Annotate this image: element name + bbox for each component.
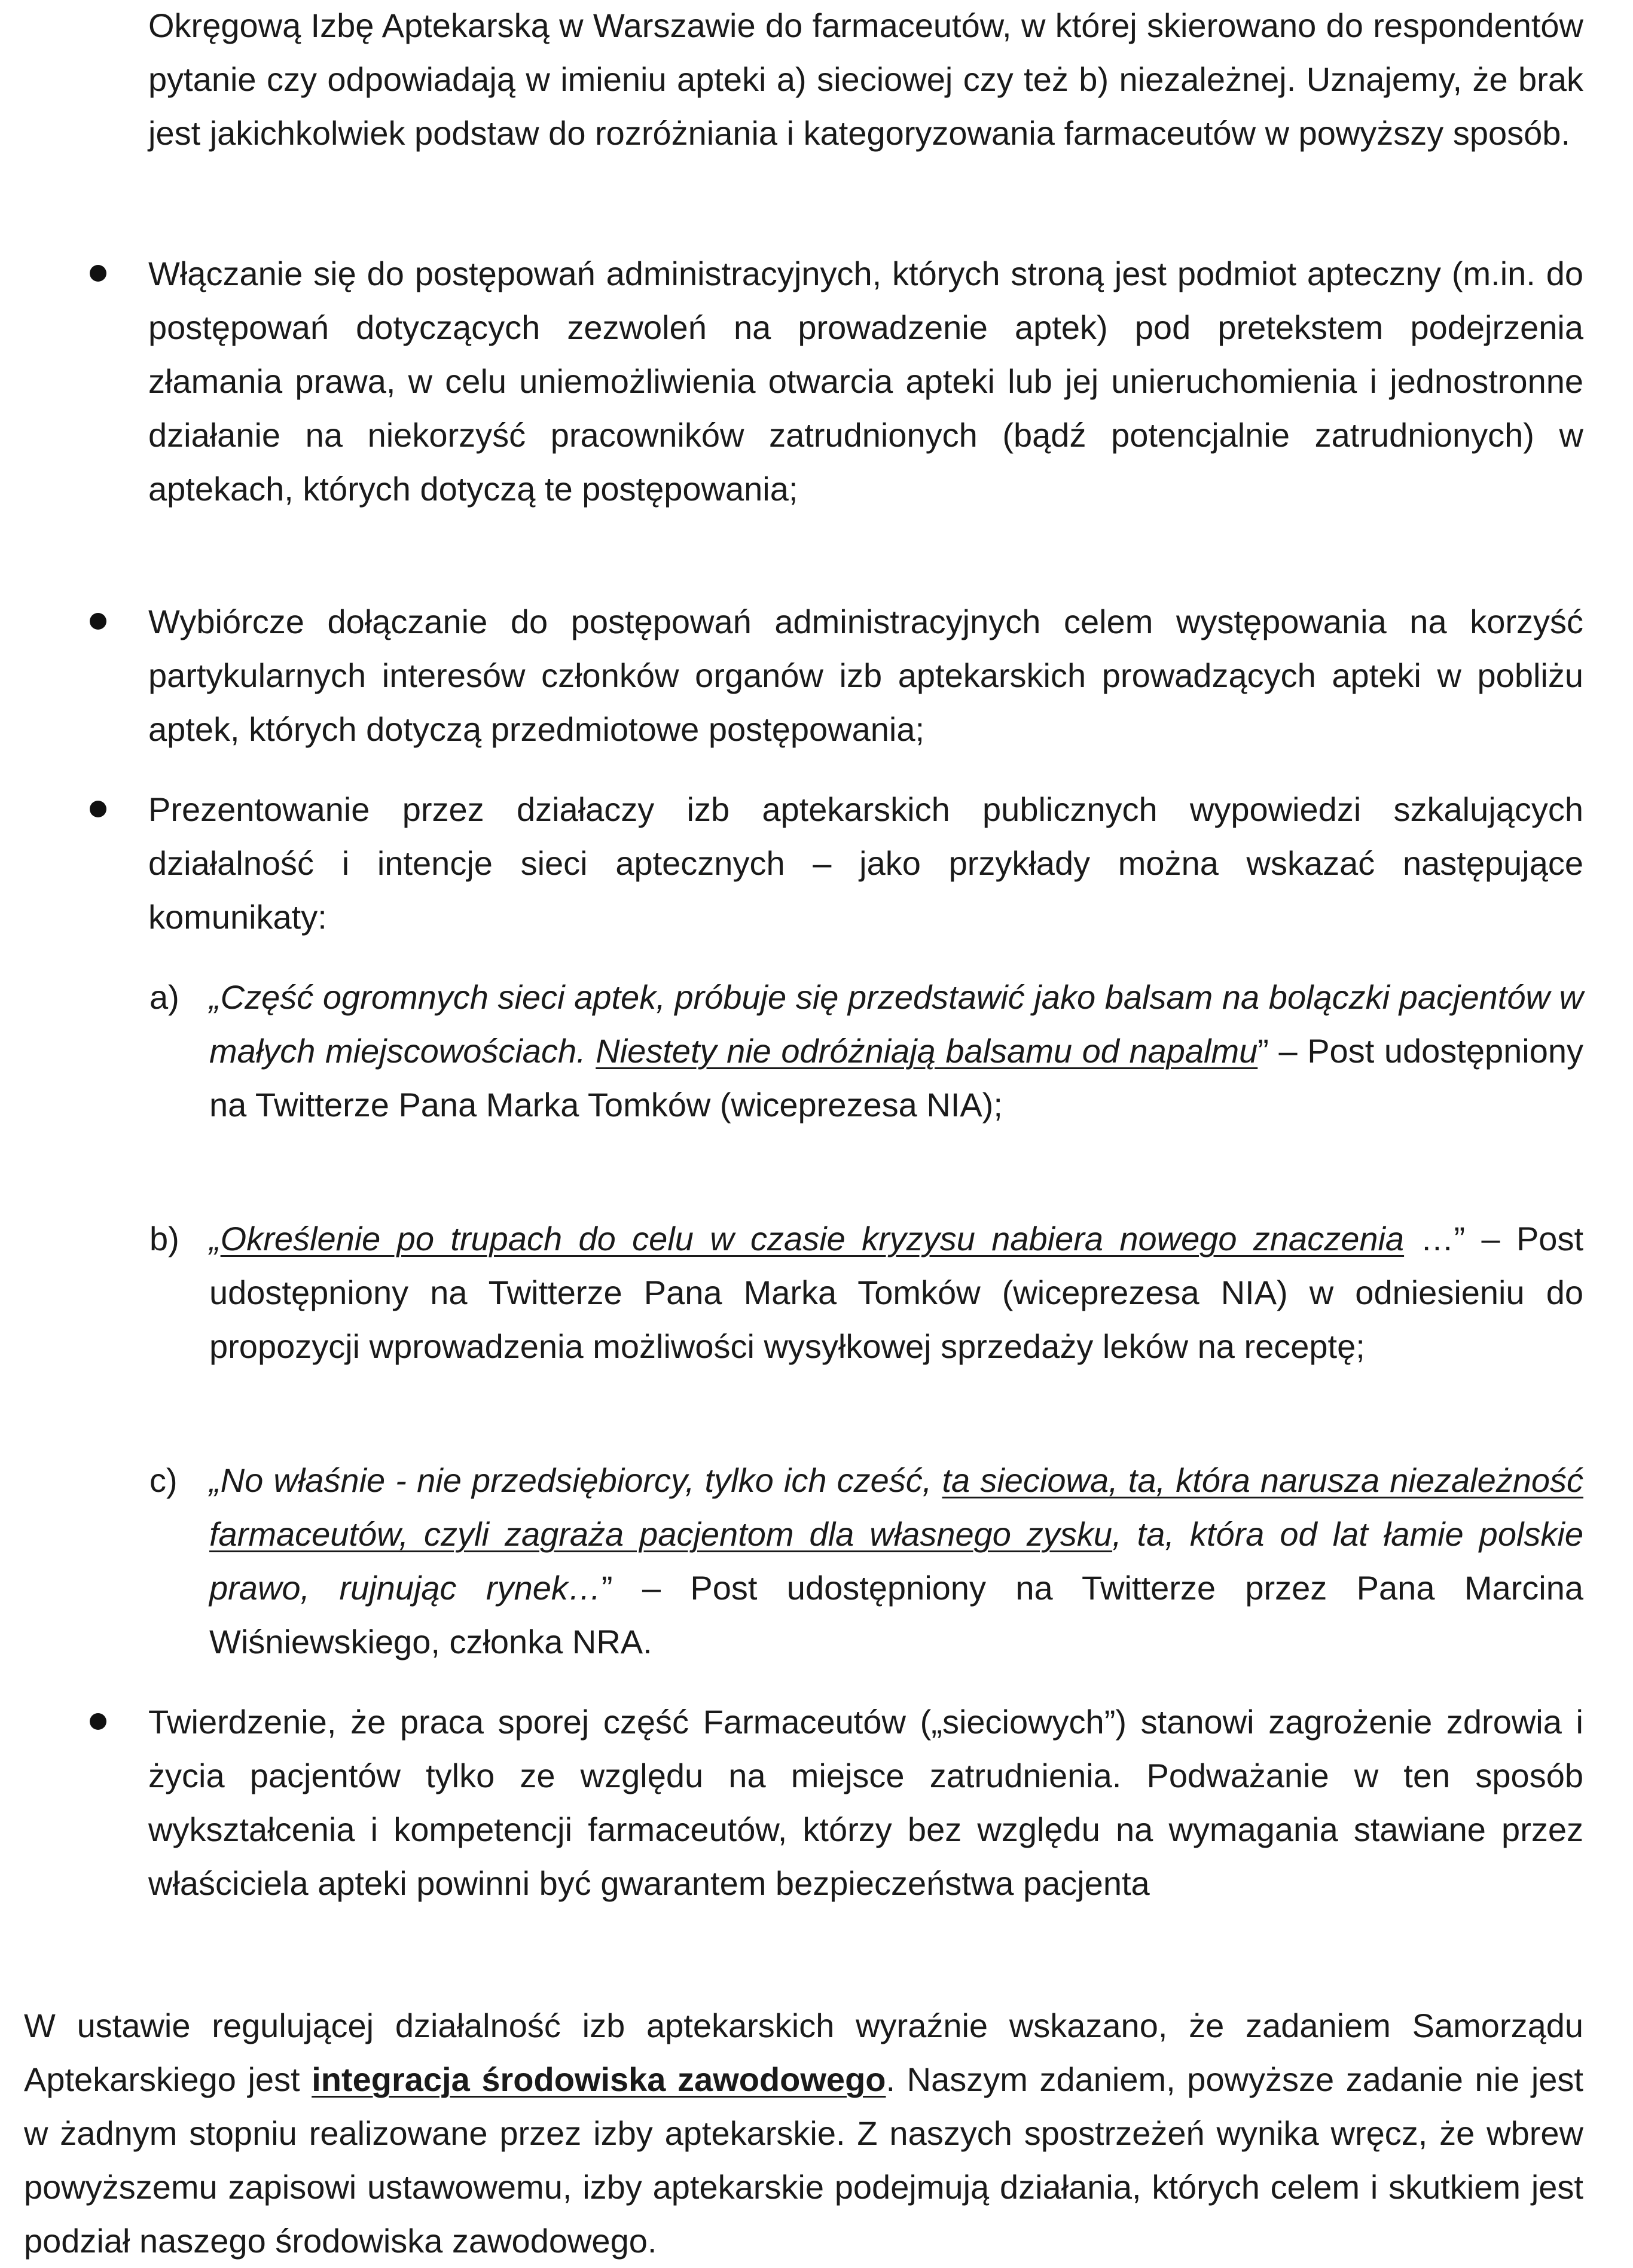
example-letter: b) <box>149 1220 179 1257</box>
example-text: „Część ogromnych sieci aptek, próbuje się przedstawić jako balsam na bolączki pacjentów w małych miejscowościach. Niestety nie odróżniają balsamu od napalmu” – Post udostępniony na Twitterze Pana Marka Tomków (wiceprezesa NIA); <box>209 978 1583 1124</box>
bullet-item-pharmacist-threat-claim <box>148 1695 1583 1910</box>
example-letter: c) <box>149 1461 178 1499</box>
bullet-text: Prezentowanie przez działaczy izb aptekarskich publicznych wypowiedzi szkalujących działalność i intencje sieci aptecznych – jako przykłady można wskazać następujące komunikaty: <box>148 790 1583 936</box>
bullet-item-selective-joining <box>148 595 1583 756</box>
bullet-icon <box>90 1713 106 1730</box>
example-text: „Określenie po trupach do celu w czasie kryzysu nabiera nowego znaczenia …” – Post udostępniony na Twitterze Pana Marka Tomków (wiceprezesa NIA) w odniesieniu do propozycji wprowadzenia możliwości wysyłkowej sprzedaży leków na receptę; <box>209 1220 1584 1365</box>
bullet-text: Włączanie się do postępowań administracyjnych, których stroną jest podmiot apteczny (m.in. do postępowań dotyczących zezwoleń na prowadzenie aptek) pod pretekstem podejrzenia złamania prawa, w celu uniemożliwienia otwarcia apteki lub jej unieruchomienia i jednostronne działanie na niekorzyść pracowników zatrudnionych (bądź potencjalnie zatrudnionych) w aptekach, których dotyczą te postępowania; <box>148 255 1583 508</box>
emphasis-integration: integracja środowiska zawodowego <box>312 2061 886 2098</box>
bullet-icon <box>90 265 106 282</box>
bullet-icon <box>90 801 106 817</box>
bullet-text: Twierdzenie, że praca sporej część Farmaceutów („sieciowych”) stanowi zagrożenie zdrowia i życia pacjentów tylko ze względu na miejsce zatrudnienia. Podważanie w ten sposób wykształcenia i kompetencji farmaceutów, którzy bez względu na wymagania stawiane przez właściciela apteki powinni być gwarantem bezpieczeństwa pacjenta <box>148 1703 1583 1902</box>
bullet-item-administrative-proceedings <box>148 247 1583 516</box>
example-item-b <box>149 1212 1584 1373</box>
example-item-c <box>149 1454 1583 1669</box>
continuation-paragraph: Okręgową Izbę Aptekarską w Warszawie do farmaceutów, w której skierowano do respondentów pytanie czy odpowiadają w imieniu apteki a) sieciowej czy też b) niezależnej. Uznajemy, że brak jest jakichkolwiek podstaw do rozróżniania i kategoryzowania farmaceutów w powyższy sposób. <box>148 7 1583 152</box>
bullet-icon <box>90 613 106 630</box>
example-letter: a) <box>149 978 179 1016</box>
example-item-a <box>149 970 1583 1132</box>
bullet-item-public-statements <box>148 783 1583 944</box>
bullet-text: Wybiórcze dołączanie do postępowań administracyjnych celem występowania na korzyść partykularnych interesów członków organów izb aptekarskich prowadzących apteki w pobliżu aptek, których dotyczą przedmiotowe postępowania; <box>148 603 1583 748</box>
closing-paragraph: W ustawie regulującej działalność izb aptekarskich wyraźnie wskazano, że zadaniem Samorządu Aptekarskiego jest integracja środowiska zawodowego. Naszym zdaniem, powyższe zadanie nie jest w żadnym stopniu realizowane przez izby aptekarskie. Z naszych spostrzeżeń wynika wręcz, że wbrew powyższemu zapisowi ustawowemu, izby aptekarskie podejmują działania, których celem i skutkiem jest podział naszego środowiska zawodowego. <box>24 2007 1583 2260</box>
example-text: „No właśnie - nie przedsiębiorcy, tylko ich cześć, ta sieciowa, ta, która narusza niezależność farmaceutów, czyli zagraża pacjentom dla własnego zysku, ta, która od lat łamie polskie prawo, rujnując rynek…” – Post udostępniony na Twitterze przez Pana Marcina Wiśniewskiego, członka NRA. <box>209 1461 1583 1660</box>
